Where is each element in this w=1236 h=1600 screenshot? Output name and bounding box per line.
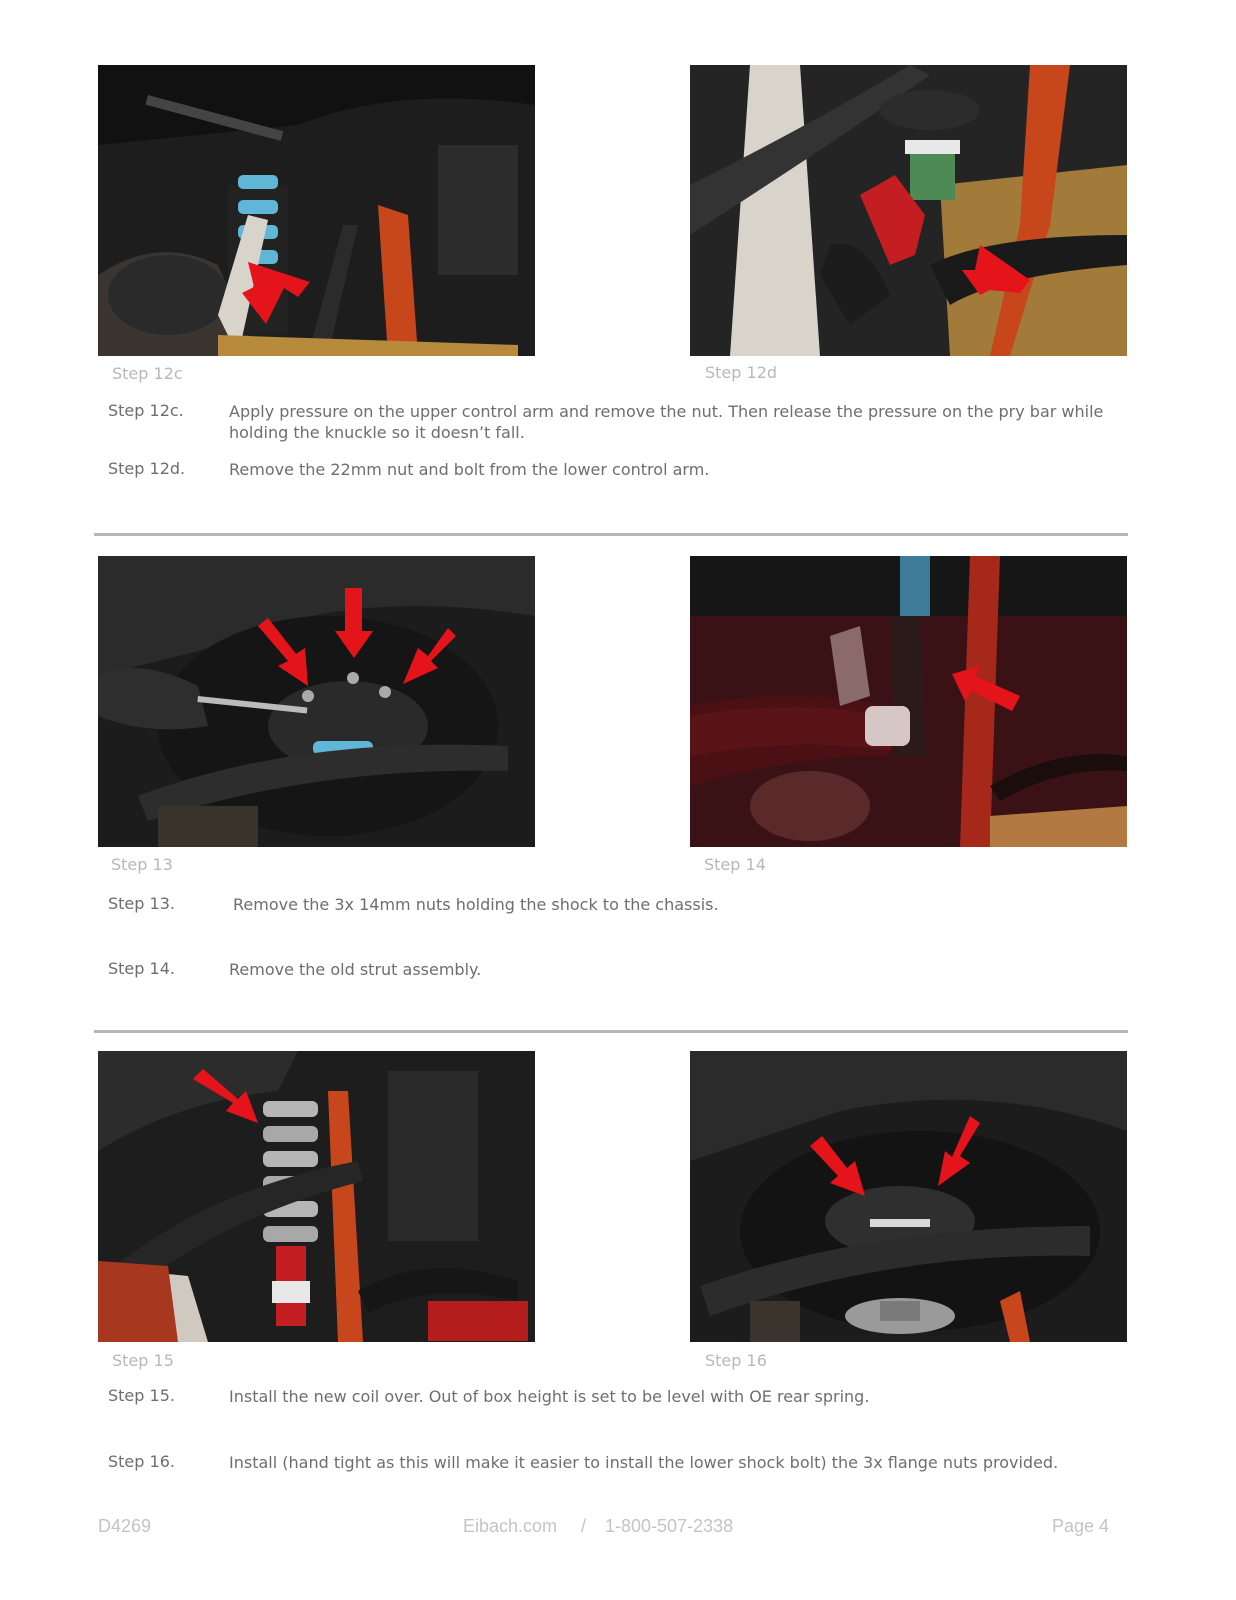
step-text: Remove the 22mm nut and bolt from the lower control arm. <box>229 460 710 479</box>
step-label: Step 13. <box>108 894 175 913</box>
step-label: Step 16. <box>108 1452 175 1471</box>
photo-caption: Step 16 <box>705 1351 767 1370</box>
photo-step-13 <box>98 556 535 847</box>
photo-step-12c <box>98 65 535 356</box>
photo-step-16 <box>690 1051 1127 1342</box>
step-text: Install (hand tight as this will make it easier to install the lower shock bolt) the 3x flange nuts provided. <box>229 1453 1059 1472</box>
step-label: Step 14. <box>108 959 175 978</box>
footer-phone: 1-800-507-2338 <box>605 1516 734 1536</box>
photo-caption: Step 12d <box>705 363 778 382</box>
photo-caption: Step 12c <box>112 364 183 383</box>
step-label: Step 12d. <box>108 459 186 478</box>
photo-caption: Step 15 <box>112 1351 174 1370</box>
step-text: Apply pressure on the upper control arm and remove the nut. Then release the pressure on the pry bar while holding the knuckle so it doesn’t fall. <box>229 402 1104 442</box>
step-label: Step 15. <box>108 1386 175 1405</box>
step-text: Remove the 3x 14mm nuts holding the shock to the chassis. <box>233 895 719 914</box>
photo-caption: Step 14 <box>704 855 766 874</box>
photo-step-15 <box>98 1051 535 1342</box>
photo-step-14 <box>690 556 1127 847</box>
footer-page-number: Page 4 <box>1052 1516 1110 1536</box>
step-label: Step 12c. <box>108 401 184 420</box>
footer-separator: / <box>581 1516 587 1536</box>
step-text: Install the new coil over. Out of box height is set to be level with OE rear spring. <box>229 1387 870 1406</box>
footer-website: Eibach.com <box>463 1516 558 1536</box>
section-divider <box>94 533 1128 536</box>
footer-doc-id: D4269 <box>98 1516 152 1536</box>
photo-caption: Step 13 <box>111 855 173 874</box>
photo-step-12d <box>690 65 1127 356</box>
step-text: Remove the old strut assembly. <box>229 960 482 979</box>
section-divider <box>94 1030 1128 1033</box>
